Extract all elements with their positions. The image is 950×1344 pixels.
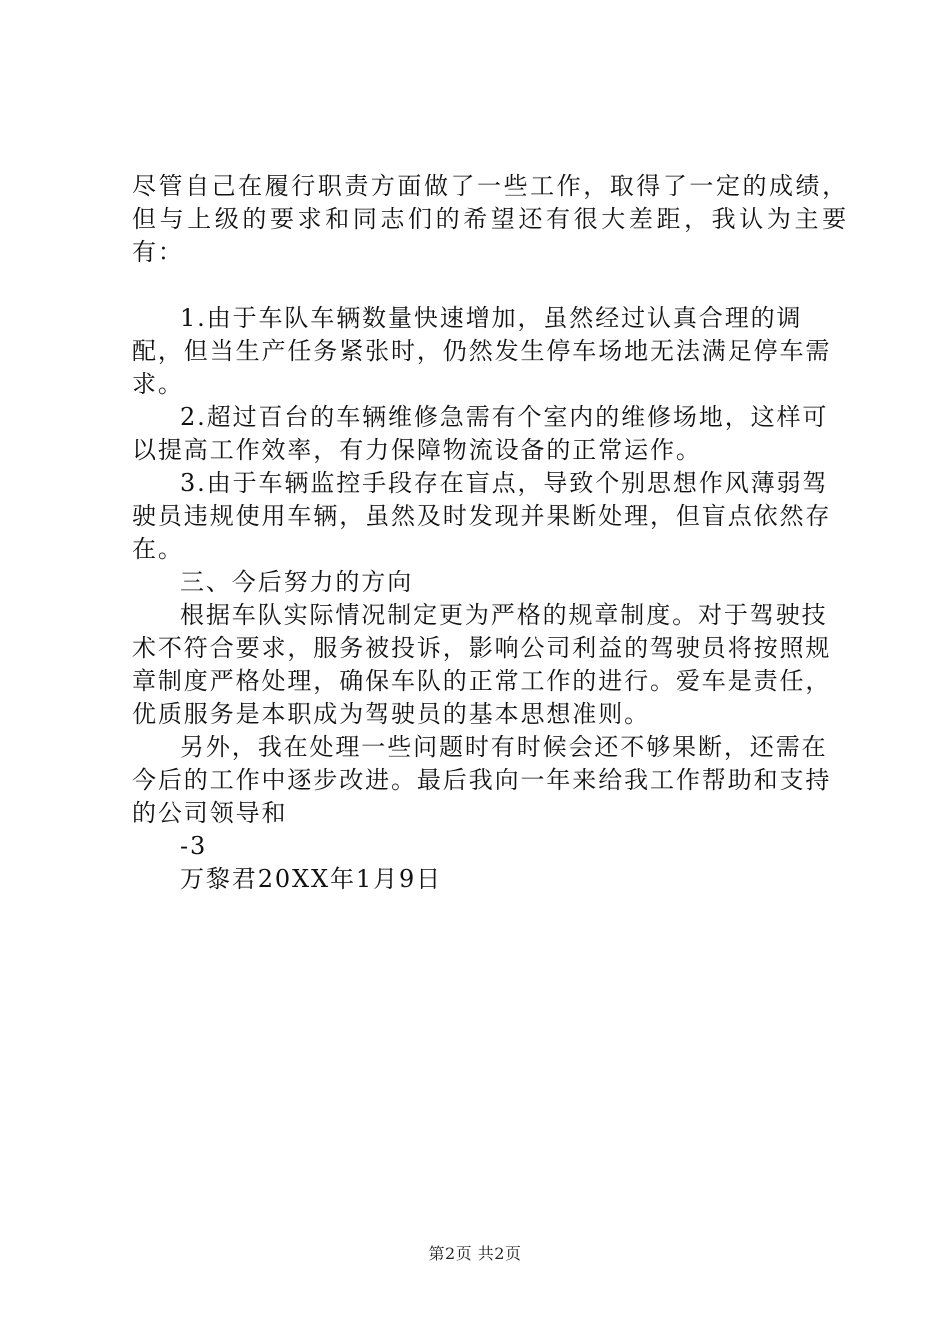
paragraph-spacer (132, 269, 848, 302)
signature-date: 万黎君20XX年1月9日 (180, 865, 443, 893)
intro-paragraph: 尽管自己在履行职责方面做了一些工作，取得了一定的成绩，但与上级的要求和同志们的希望还有很大差距，我认为主要有： (132, 172, 848, 266)
section-heading: 三、今后努力的方向 (180, 568, 414, 596)
page-fragment-marker: -3 (180, 832, 208, 860)
issue-item-3: 3.由于车辆监控手段存在盲点，导致个别思想作风薄弱驾驶员违规使用车辆，虽然及时发现并果断处理，但盲点依然存在。 (132, 469, 832, 563)
issue-item-1: 1.由于车队车辆数量快速增加，虽然经过认真合理的调配，但当生产任务紧张时，仍然发生停车场地无法满足停车需求。 (132, 304, 832, 398)
document-body (132, 170, 848, 896)
plan-paragraph: 根据车队实际情况制定更为严格的规章制度。对于驾驶技术不符合要求，服务被投诉，影响公司利益的驾驶员将按照规章制度严格处理，确保车队的正常工作的进行。爱车是责任，优质服务是本职成为驾驶员的基本思想准则。 (132, 601, 832, 728)
issue-item-2: 2.超过百台的车辆维修急需有个室内的维修场地，这样可以提高工作效率，有力保障物流设备的正常运作。 (132, 403, 829, 464)
page-footer: 第2页 共2页 (428, 1244, 522, 1263)
closing-paragraph: 另外，我在处理一些问题时有时候会还不够果断，还需在今后的工作中逐步改进。最后我向一年来给我工作帮助和支持的公司领导和 (132, 733, 832, 827)
